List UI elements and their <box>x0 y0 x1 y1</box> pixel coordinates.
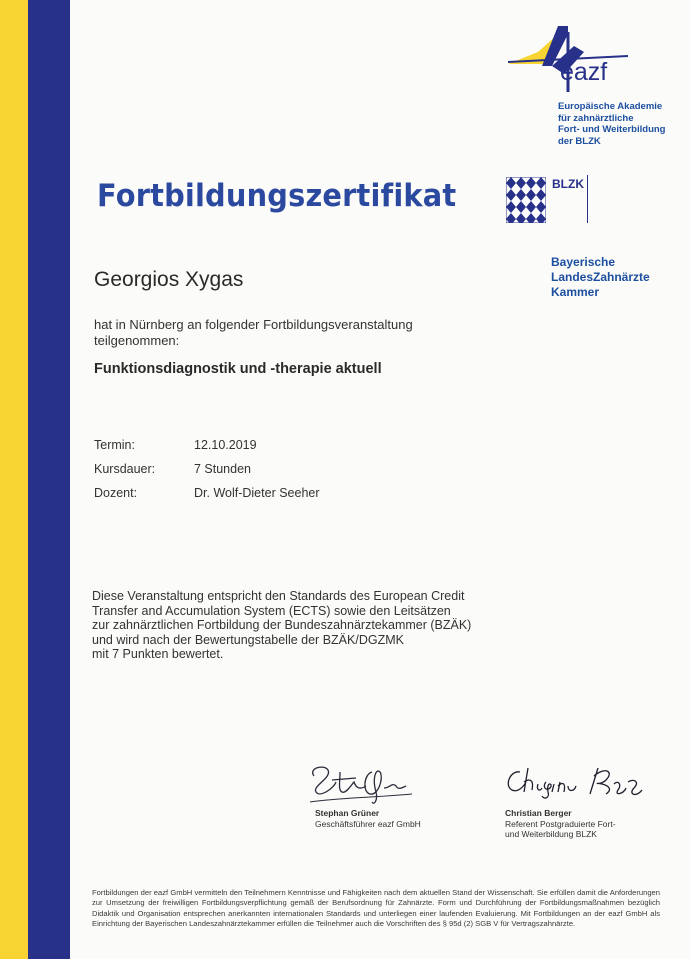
blzk-logo-text: BLZK <box>552 177 584 191</box>
detail-value: 12.10.2019 <box>194 438 257 452</box>
detail-row-kursdauer <box>94 462 424 486</box>
signature-left <box>306 758 416 808</box>
signer-name: Christian Berger <box>505 808 572 818</box>
course-title: Funktionsdiagnostik und -therapie aktuell <box>94 361 382 377</box>
signer-role: und Weiterbildung BLZK <box>505 829 597 839</box>
detail-value: Dr. Wolf-Dieter Seeher <box>194 486 320 500</box>
detail-label: Termin: <box>94 438 135 452</box>
eazf-logo-text: eazf <box>560 58 608 86</box>
yellow-stripe <box>0 0 28 959</box>
footer-disclaimer: Fortbildungen der eazf GmbH vermitteln den Teilnehmern Kenntnisse und Fähigkeiten nach dem aktuellen Stand der Wissenschaft. Sie erfüllen damit die Anforderungen zur Umsetzung der freiwilligen Fortbildungsverpflichtung gemäß der Berufsordnung für Zahnärzte. Form und Durchführung der Fortbildungsmaßnahmen bezüglich Didaktik und Organisation entsprechen anerkannten internationalen Standards und unterliegen einer laufenden Evaluierung. Mit Fortbildungen an der eazf GmbH als Einrichtung der Bayerischen Landeszahnärztekammer erfüllen die Teilnehmer auch die Vorschriften des § 95d (2) SGB V für Vertragszahnärzte. <box>92 888 660 928</box>
ects-statement: Diese Veranstaltung entspricht den Standards des European Credit Transfer and Accumulation System (ECTS) sowie den Leitsätzen zur zahnärztlichen Fortbildung der Bundeszahnärztekammer (BZÄK) und wird nach der Bewertungstabelle der BZÄK/DGZMK mit 7 Punkten bewertet. <box>92 589 472 662</box>
signer-name: Stephan Grüner <box>315 808 380 818</box>
course-details <box>94 438 424 510</box>
signature-right <box>502 760 647 805</box>
detail-value: 7 Stunden <box>194 462 251 476</box>
signer-role: Geschäftsführer eazf GmbH <box>315 818 421 829</box>
signer-left <box>315 808 421 829</box>
blue-stripe <box>28 0 70 959</box>
blzk-name: Bayerische LandesZahnärzte Kammer <box>551 255 650 299</box>
detail-label: Kursdauer: <box>94 462 156 476</box>
recipient-name: Georgios Xygas <box>94 268 244 291</box>
detail-row-dozent <box>94 486 424 510</box>
signer-right <box>505 808 616 840</box>
certificate-title: Fortbildungszertifikat <box>97 178 457 214</box>
detail-label: Dozent: <box>94 486 138 500</box>
bavaria-flag-icon <box>506 177 546 223</box>
detail-row-termin <box>94 438 424 462</box>
signer-role: Referent Postgraduierte Fort- <box>505 818 616 829</box>
eazf-subtitle: Europäische Akademie für zahnärztliche Fort- und Weiterbildung der BLZK <box>558 101 666 147</box>
intro-text: hat in Nürnberg an folgender Fortbildungsveranstaltung teilgenommen: <box>94 317 413 348</box>
blzk-divider <box>587 175 588 223</box>
